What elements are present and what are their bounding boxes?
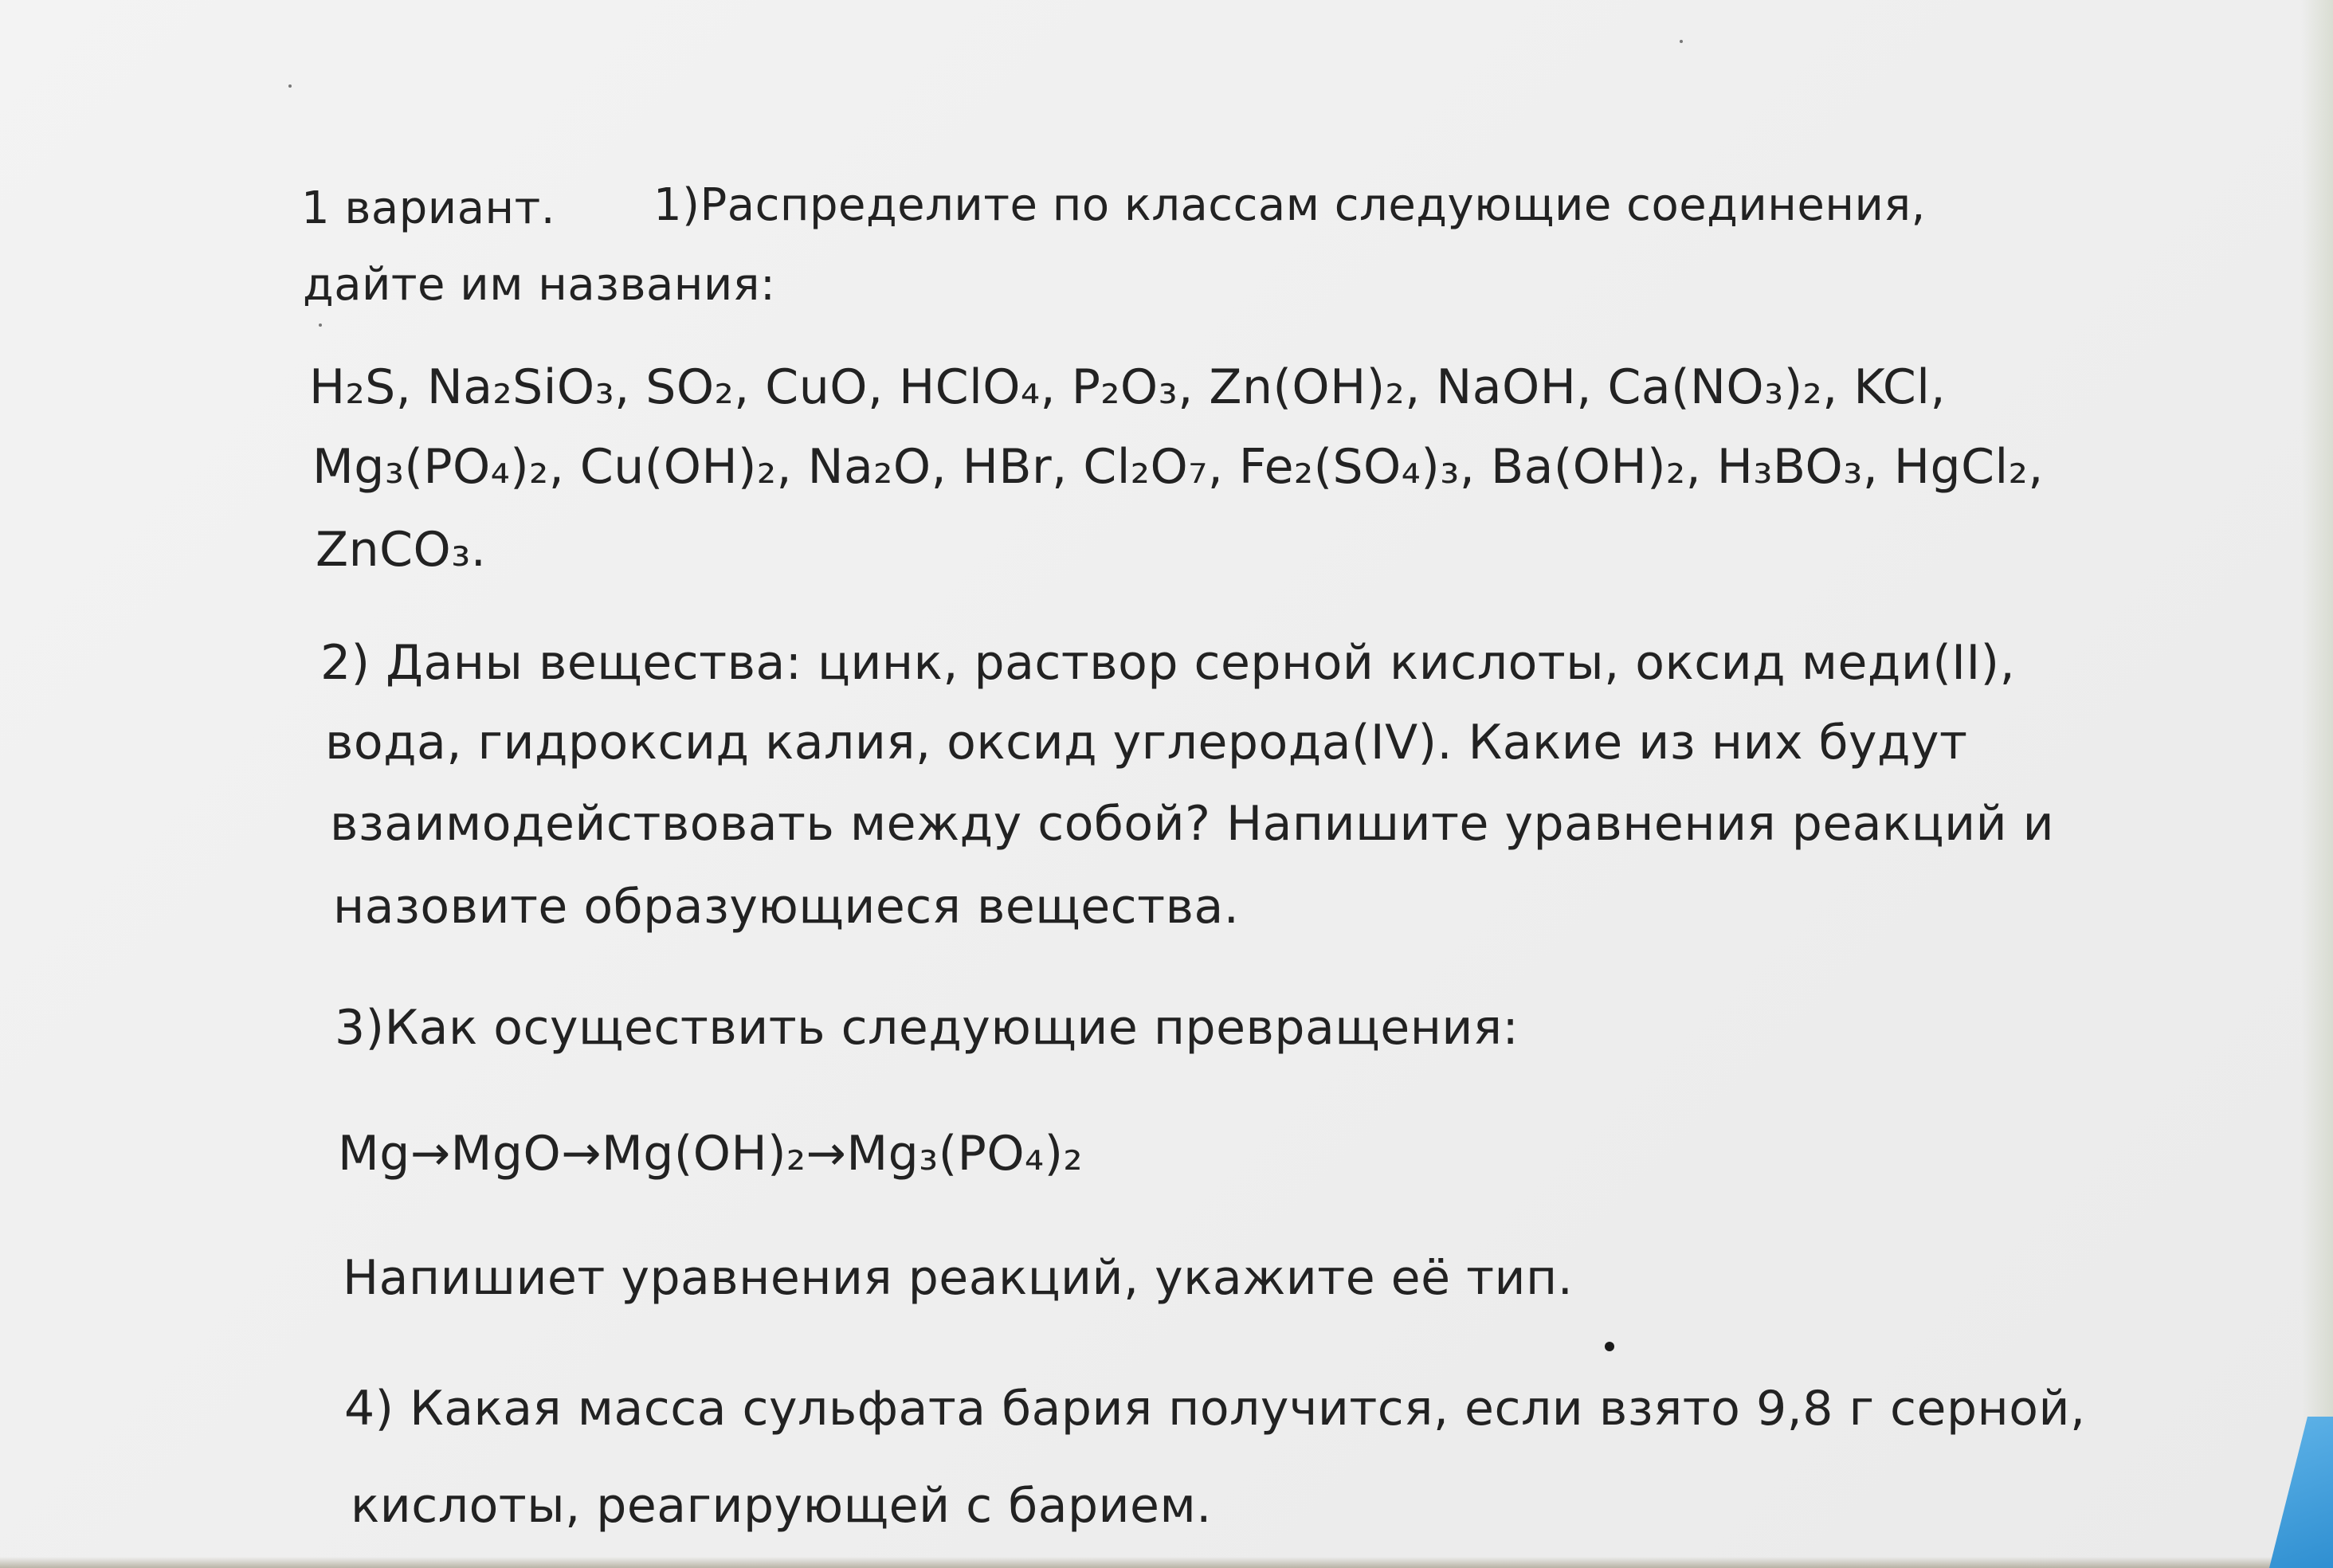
q1-formulas-line1: H₂S, Na₂SiO₃, SO₂, CuO, HClO₄, P₂O₃, Zn(OH)₂, NaOH, Ca(NO₃)₂, KCl, — [309, 359, 1947, 415]
q2-line4: назовите образующиеся вещества. — [333, 879, 1240, 935]
q3-chain: Mg→MgO→Mg(OH)₂→Mg₃(PO₄)₂ — [338, 1126, 1084, 1182]
q2-line2: вода, гидроксид калия, оксид углерода(IV). Какие из них будут — [325, 715, 1968, 770]
q1-formulas-line2: Mg₃(PO₄)₂, Cu(OH)₂, Na₂O, HBr, Cl₂O₇, Fe₂(SO₄)₃, Ba(OH)₂, H₃BO₃, HgCl₂, — [312, 439, 2044, 495]
page-edge-shadow — [2301, 0, 2333, 1568]
q3-line1: 3)Как осуществить следующие превращения: — [335, 1000, 1519, 1056]
paper-speck — [288, 84, 292, 88]
q3-line2: Напишиет уравнения реакций, укажите её тип. — [343, 1250, 1574, 1306]
q1-text-line1: 1)Распределите по классам следующие соединения, — [653, 179, 1926, 231]
variant-label: 1 вариант. — [301, 182, 556, 234]
q1-formulas-line3: ZnCO₃. — [316, 522, 487, 578]
q2-line3: взаимодействовать между собой? Напишите уравнения реакций и — [330, 796, 2055, 852]
q2-line1: 2) Даны вещества: цинк, раствор серной кислоты, оксид меди(II), — [320, 635, 2016, 691]
paper-speck — [319, 323, 322, 327]
q4-line2: кислоты, реагирующей с барием. — [351, 1478, 1212, 1534]
desk-edge — [0, 1557, 2333, 1568]
q4-line1: 4) Какая масса сульфата бария получится, если взято 9,8 г серной, — [344, 1381, 2086, 1437]
q1-text-line2: дайте им названия: — [303, 259, 776, 311]
paper-speck — [1680, 40, 1683, 43]
ink-dot — [1605, 1342, 1614, 1351]
